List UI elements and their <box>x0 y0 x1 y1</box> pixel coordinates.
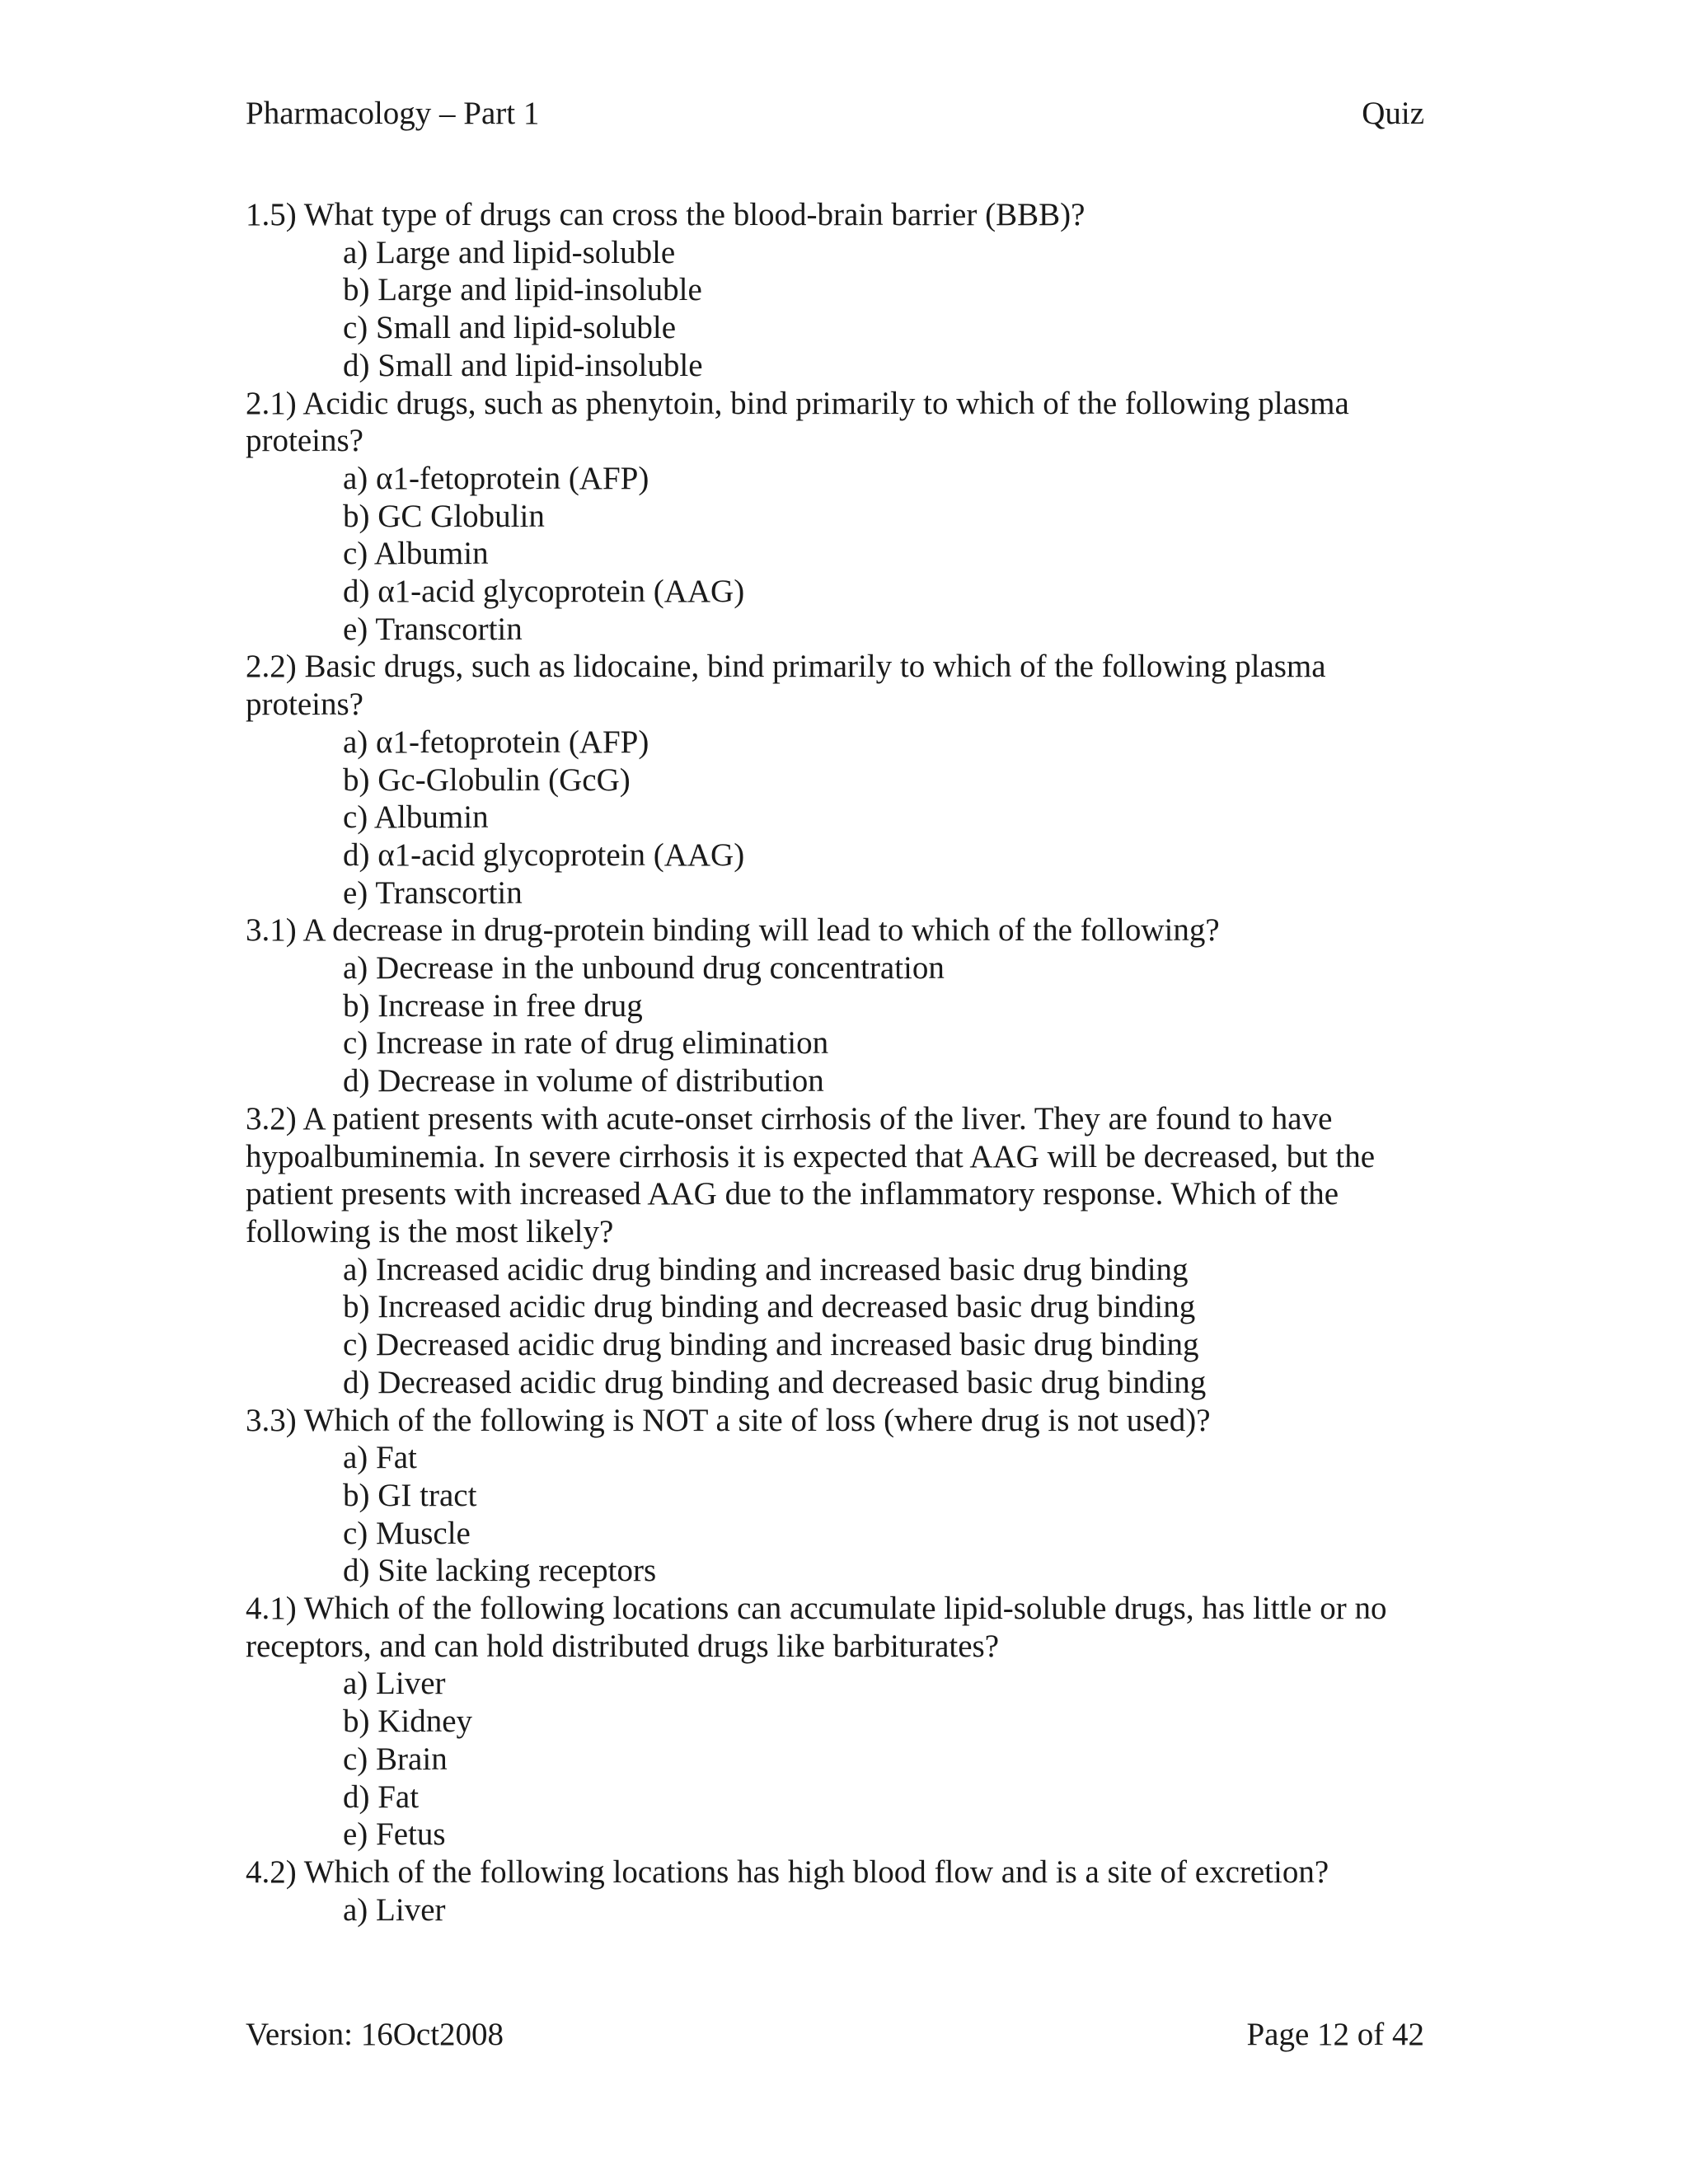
version-label: Version: 16Oct2008 <box>246 2017 504 2052</box>
answer-options <box>246 234 1424 385</box>
answer-option: a) Decrease in the unbound drug concentration <box>343 950 945 987</box>
answer-option: b) Increase in free drug <box>343 987 643 1024</box>
answer-options <box>246 1439 1424 1590</box>
answer-option: a) Liver <box>343 1666 446 1702</box>
answer-options <box>246 724 1424 912</box>
answer-options <box>246 460 1424 649</box>
answer-option: d) Site lacking receptors <box>343 1553 657 1589</box>
answer-option: a) α1-fetoprotein (AFP) <box>343 724 649 760</box>
page-number: Page 12 of 42 <box>1246 2017 1424 2052</box>
answer-option: b) Gc-Globulin (GcG) <box>343 762 631 798</box>
answer-options <box>246 1891 1424 1929</box>
answer-option: e) Transcortin <box>343 611 523 647</box>
question-2-1 <box>246 385 1424 649</box>
page-footer <box>246 2016 1424 2057</box>
question-text: 4.2) Which of the following locations has high blood flow and is a site of excretion? <box>246 1854 1329 1890</box>
answer-option: a) Large and lipid-soluble <box>343 234 676 270</box>
answer-options <box>246 949 1424 1100</box>
answer-options <box>246 1665 1424 1854</box>
document-title: Pharmacology – Part 1 <box>246 96 540 131</box>
answer-option: d) Small and lipid-insoluble <box>343 347 703 383</box>
answer-option: c) Albumin <box>343 536 489 572</box>
answer-option: c) Brain <box>343 1741 448 1777</box>
answer-option: d) Decrease in volume of distribution <box>343 1063 824 1099</box>
answer-option: b) Large and lipid-insoluble <box>343 272 702 308</box>
answer-option: a) α1-fetoprotein (AFP) <box>343 460 649 496</box>
answer-options <box>246 1251 1424 1402</box>
question-text: 2.1) Acidic drugs, such as phenytoin, bind primarily to which of the following plasma proteins? <box>246 385 1349 459</box>
answer-option: c) Increase in rate of drug elimination <box>343 1025 829 1062</box>
answer-option: b) GI tract <box>343 1477 477 1513</box>
question-text: 3.1) A decrease in drug-protein binding will lead to which of the following? <box>246 912 1220 949</box>
question-1-5 <box>246 196 1424 385</box>
question-4-1 <box>246 1590 1424 1854</box>
answer-option: c) Decreased acidic drug binding and increased basic drug binding <box>343 1327 1199 1363</box>
answer-option: a) Fat <box>343 1440 417 1476</box>
document-label: Quiz <box>1362 96 1424 131</box>
answer-option: e) Transcortin <box>343 874 523 911</box>
question-text: 3.2) A patient presents with acute-onset cirrhosis of the liver. They are found to have hypoalbuminemia. In severe cirrhosis it is expected that AAG will be decreased, but the patient presents with increased AAG due to the inflammatory response. Which of the following is the most likely? <box>246 1100 1376 1249</box>
answer-option: d) α1-acid glycoprotein (AAG) <box>343 574 745 610</box>
answer-option: a) Liver <box>343 1891 446 1928</box>
page-header <box>246 95 1424 136</box>
question-text: 2.2) Basic drugs, such as lidocaine, bind primarily to which of the following plasma proteins? <box>246 649 1326 723</box>
answer-option: b) Increased acidic drug binding and decreased basic drug binding <box>343 1289 1196 1325</box>
question-3-1 <box>246 912 1424 1100</box>
question-text: 3.3) Which of the following is NOT a site of loss (where drug is not used)? <box>246 1402 1211 1438</box>
answer-option: b) GC Globulin <box>343 498 545 534</box>
question-text: 1.5) What type of drugs can cross the blood-brain barrier (BBB)? <box>246 197 1085 232</box>
answer-option: d) Decreased acidic drug binding and decreased basic drug binding <box>343 1364 1207 1400</box>
quiz-content <box>246 196 1424 1929</box>
answer-option: c) Muscle <box>343 1515 471 1551</box>
question-4-2 <box>246 1854 1424 1929</box>
question-2-2 <box>246 648 1424 912</box>
question-3-2 <box>246 1100 1424 1402</box>
answer-option: c) Small and lipid-soluble <box>343 310 677 346</box>
answer-option: d) α1-acid glycoprotein (AAG) <box>343 837 745 873</box>
question-text: 4.1) Which of the following locations can accumulate lipid-soluble drugs, has little or no receptors, and can hold distributed drugs like barbiturates? <box>246 1591 1387 1664</box>
question-3-3 <box>246 1402 1424 1591</box>
answer-option: d) Fat <box>343 1779 420 1815</box>
answer-option: e) Fetus <box>343 1816 446 1853</box>
answer-option: b) Kidney <box>343 1704 473 1740</box>
answer-option: a) Increased acidic drug binding and increased basic drug binding <box>343 1251 1189 1287</box>
answer-option: c) Albumin <box>343 799 489 836</box>
